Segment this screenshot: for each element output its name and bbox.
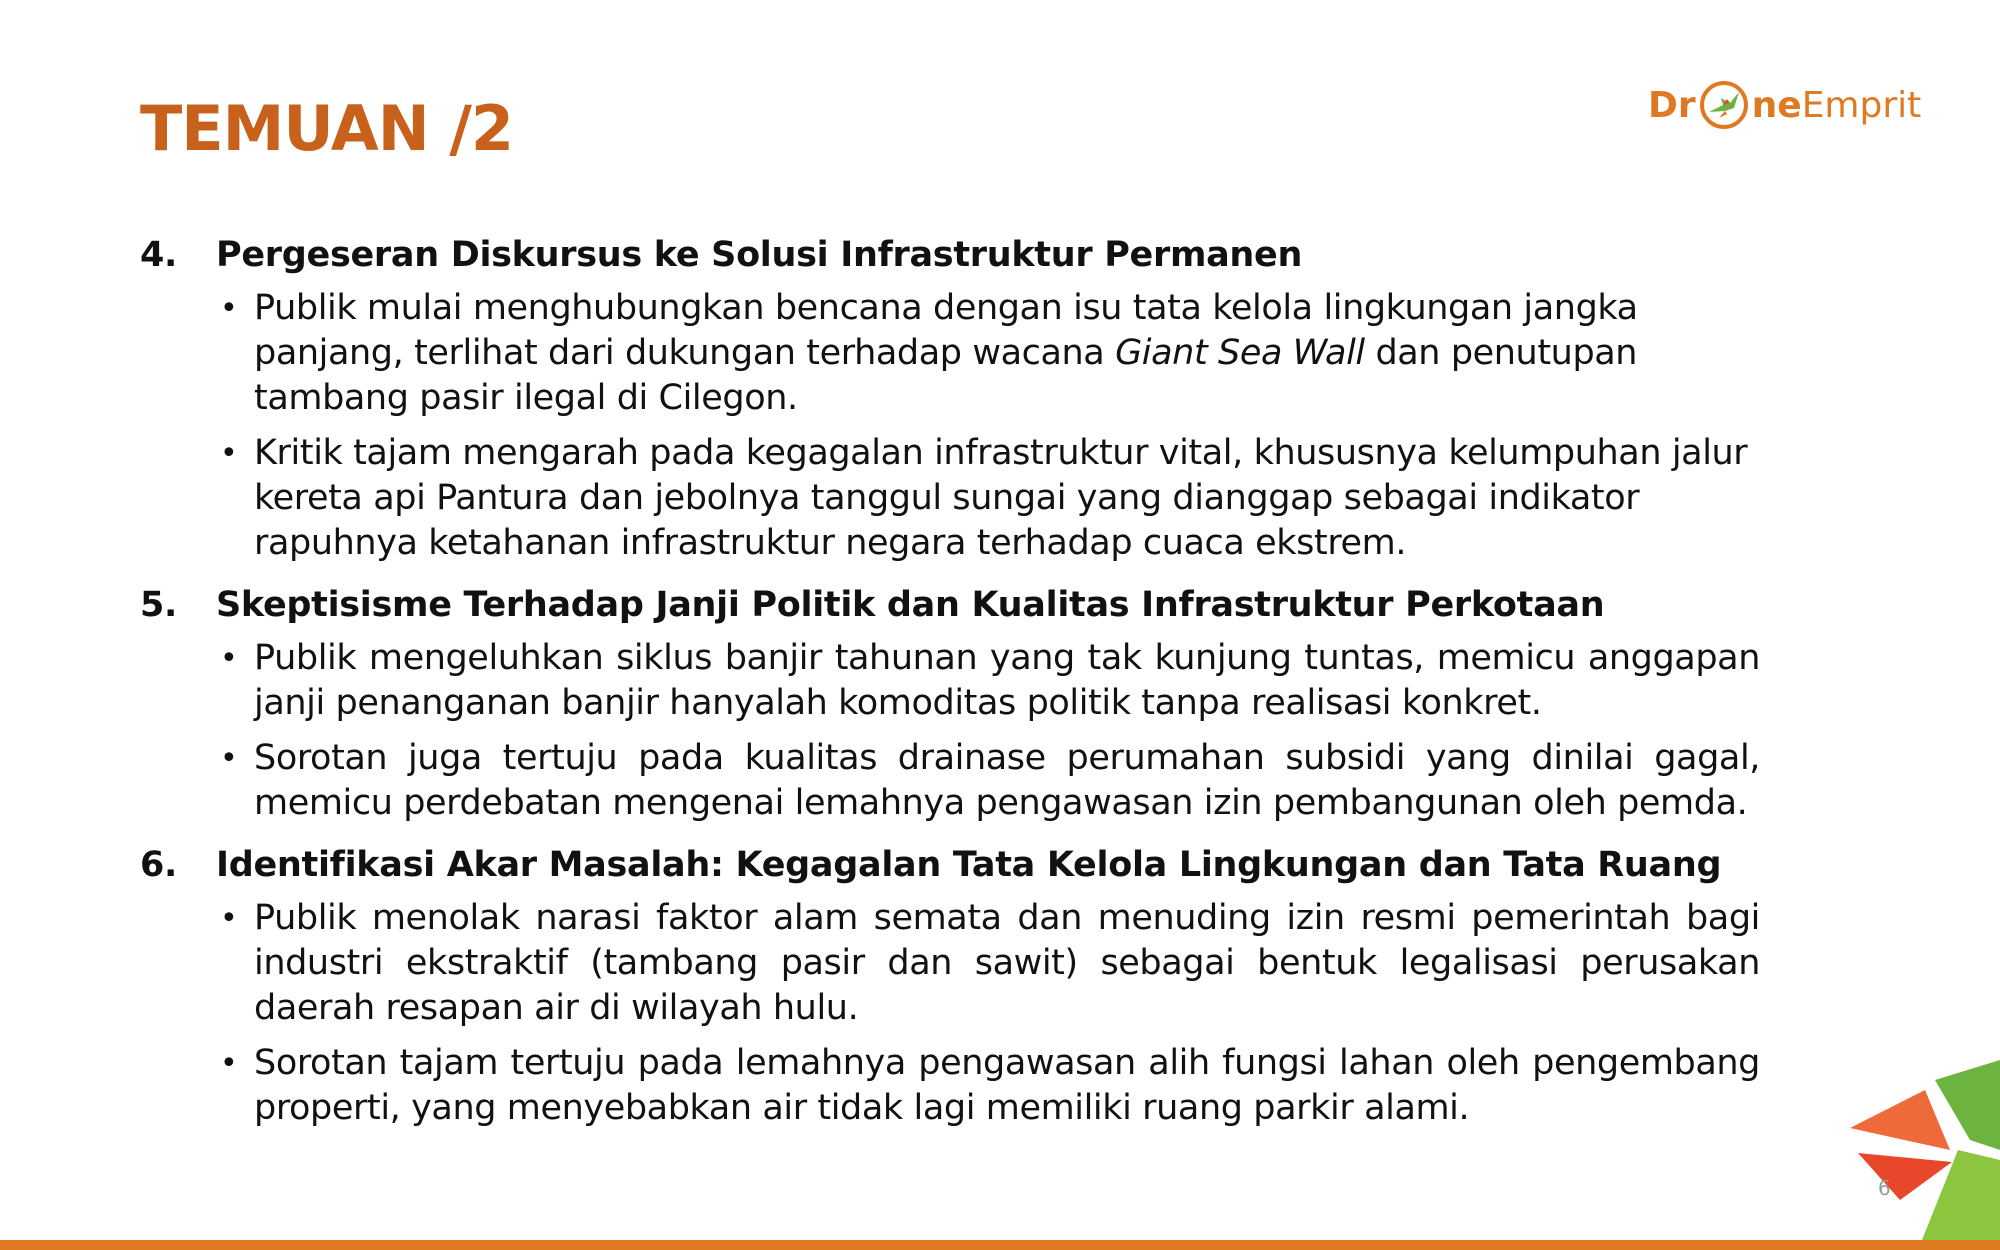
bullet-list [140, 636, 1860, 826]
bullet-text-part: Publik mulai menghubungkan bencana dengan isu tata kelola lingkungan jangka panjang, terlihat dari dukungan terhadap wacana [254, 288, 1638, 373]
bullet-text: Publik mengeluhkan siklus banjir tahunan yang tak kunjung tuntas, memicu anggapan janji penanganan banjir hanyalah komoditas politik tanpa realisasi konkret. [254, 638, 1760, 723]
page-number: 6 [1878, 1176, 1891, 1200]
finding-title: Identifikasi Akar Masalah: Kegagalan Tata Kelola Lingkungan dan Tata Ruang [216, 845, 1722, 885]
corner-decoration [1840, 1050, 2000, 1250]
bullet-item [216, 431, 1860, 566]
bullet-item [216, 636, 1860, 726]
bullet-dot: • [220, 901, 238, 936]
bullet-dot: • [220, 641, 238, 676]
finding-number: 5. [140, 585, 178, 625]
bullet-dot: • [220, 1046, 238, 1081]
bullet-item [216, 1041, 1860, 1131]
bottom-accent-bar [0, 1240, 2000, 1250]
bullet-text: Sorotan tajam tertuju pada lemahnya pengawasan alih fungsi lahan oleh pengembang properti, yang menyebabkan air tidak lagi memiliki ruang parkir alami. [254, 1043, 1760, 1128]
bullet-item [216, 736, 1860, 826]
bullet-dot: • [220, 436, 238, 471]
bullet-list [140, 286, 1860, 566]
finding-heading [140, 232, 1860, 278]
bullet-text: Sorotan juga tertuju pada kualitas drainase perumahan subsidi yang dinilai gagal, memicu perdebatan mengenai lemahnya pengawasan izin pembangunan oleh pemda. [254, 738, 1760, 823]
logo-text-emprit: Emprit [1801, 84, 1922, 126]
bullet-text-part: dan penutupan tambang pasir ilegal di Cilegon. [254, 333, 1638, 418]
bullet-dot: • [220, 291, 238, 326]
bullet-item [216, 896, 1860, 1031]
bullet-text: Publik menolak narasi faktor alam semata dan menuding izin resmi pemerintah bagi industri ekstraktif (tambang pasir dan sawit) sebagai bentuk legalisasi perusakan daerah resapan air di wilayah hulu. [254, 898, 1760, 1028]
finding-4 [140, 232, 1860, 566]
slide-title: TEMUAN /2 [140, 92, 514, 165]
logo [1648, 72, 1921, 138]
finding-title: Pergeseran Diskursus ke Solusi Infrastruktur Permanen [216, 235, 1303, 275]
bullet-list [140, 896, 1860, 1131]
finding-number: 4. [140, 235, 178, 275]
logo-text-ne: ne [1751, 84, 1802, 126]
logo-text-dr: Dr [1648, 84, 1696, 126]
finding-title: Skeptisisme Terhadap Janji Politik dan Kualitas Infrastruktur Perkotaan [216, 585, 1605, 625]
finding-number: 6. [140, 845, 178, 885]
bullet-text: Kritik tajam mengarah pada kegagalan infrastruktur vital, khususnya kelumpuhan jalur kereta api Pantura dan jebolnya tanggul sungai yang dianggap sebagai indikator rapuhnya ketahanan infrastruktur negara terhadap cuaca ekstrem. [254, 433, 1748, 563]
bullet-dot: • [220, 741, 238, 776]
bullet-item [216, 286, 1860, 421]
finding-heading [140, 842, 1860, 888]
finding-6 [140, 842, 1860, 1131]
bullet-text-italic: Giant Sea Wall [1115, 333, 1365, 373]
findings-list [140, 232, 1860, 1147]
finding-heading [140, 582, 1860, 628]
finding-5 [140, 582, 1860, 826]
bullet-text [254, 286, 1760, 421]
bird-in-circle-icon [1697, 78, 1751, 132]
